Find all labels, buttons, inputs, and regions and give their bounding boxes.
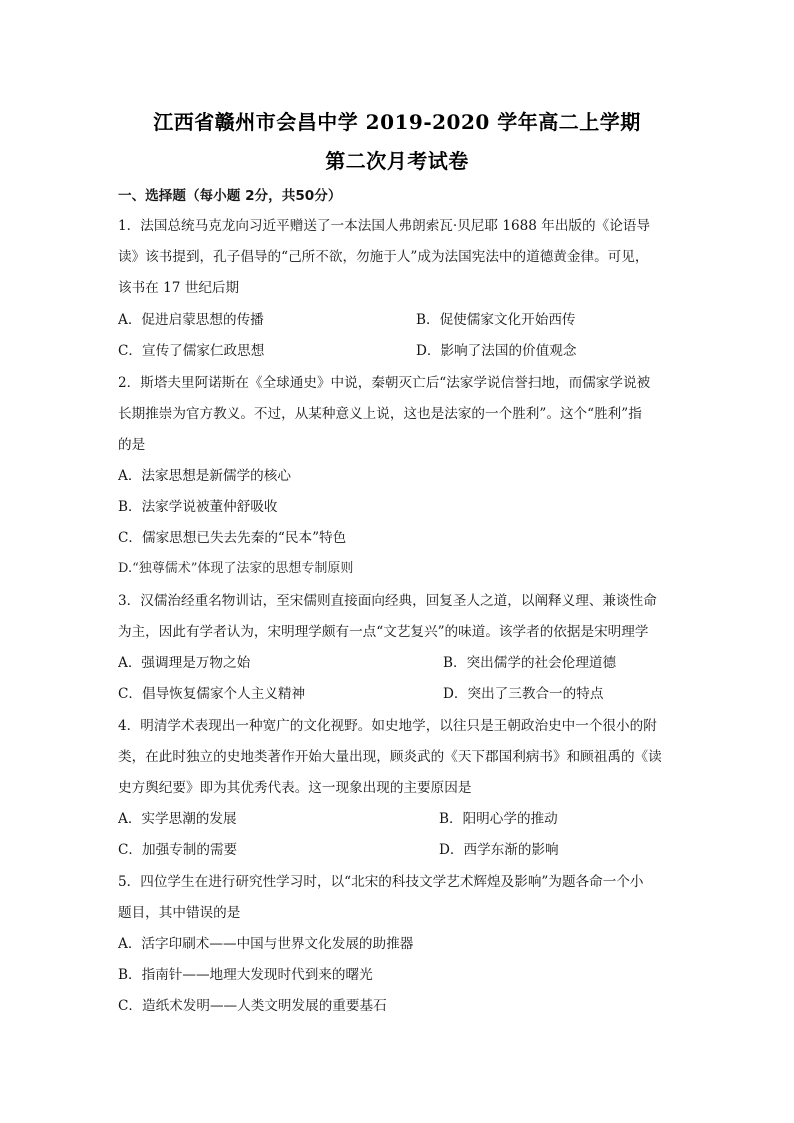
q2-stem-line3: 的是 <box>118 437 146 453</box>
q1-stem-line1: 1．法国总统马克龙向习近平赠送了一本法国人弗朗索瓦·贝尼耶 1688 年出版的《论语导 <box>118 218 650 234</box>
q5-option-a: A．活字印刷术——中国与世界文化发展的助推器 <box>118 936 414 952</box>
q2-option-d: D.“独尊儒术”体现了法家的思想专制原则 <box>118 561 354 576</box>
q1-option-b: B．促使儒家文化开始西传 <box>416 312 576 328</box>
q2-option-b: B．法家学说被董仲舒吸收 <box>118 499 278 515</box>
q4-option-c: C．加强专制的需要 <box>118 842 238 858</box>
q4-option-d: D．西学东渐的影响 <box>439 842 559 858</box>
q3-option-a: A．强调理是万物之始 <box>118 655 251 671</box>
q1-stem-line3: 该书在 17 世纪后期 <box>118 280 240 296</box>
q2-option-a: A．法家思想是新儒学的核心 <box>118 468 291 484</box>
q3-option-d: D．突出了三教合一的特点 <box>443 686 604 702</box>
q2-stem-line2: 长期推崇为官方教义。不过，从某种意义上说，这也是法家的一个胜利”。这个“胜利”指 <box>118 406 642 422</box>
q4-option-a: A．实学思潮的发展 <box>118 811 237 827</box>
q5-option-c: C．造纸术发明——人类文明发展的重要基石 <box>118 998 387 1014</box>
q3-option-b: B．突出儒学的社会伦理道德 <box>443 655 617 671</box>
q4-stem-line1: 4．明清学术表现出一种宽广的文化视野。如史地学，以往只是王朝政治史中一个很小的附 <box>118 718 657 734</box>
q3-option-c: C．倡导恢复儒家个人主义精神 <box>118 686 306 702</box>
q3-stem-line2: 为主，因此有学者认为，宋明理学颇有一点“文艺复兴”的味道。该学者的依据是宋明理学 <box>118 624 649 640</box>
q2-stem-line1: 2．斯塔夫里阿诺斯在《全球通史》中说，秦朝灭亡后“法家学说信誉扫地，而儒家学说被 <box>118 375 651 391</box>
q4-option-b: B．阳明心学的推动 <box>439 811 558 827</box>
q4-stem-line2: 类，在此时独立的史地类著作开始大量出现，顾炎武的《天下郡国利病书》和顾祖禹的《读 <box>118 749 662 765</box>
section-heading-choice: 一、选择题（每小题 2分，共50分） <box>118 188 342 204</box>
exam-title-line1: 江西省赣州市会昌中学 2019-2020 学年高二上学期 <box>153 110 641 134</box>
q1-option-c: C．宣传了儒家仁政思想 <box>118 343 265 359</box>
q4-stem-line3: 史方舆纪要》即为其优秀代表。这一现象出现的主要原因是 <box>118 780 472 796</box>
q5-stem-line1: 5．四位学生在进行研究性学习时，以“北宋的科技文学艺术辉煌及影响”为题各命一个小 <box>118 874 644 890</box>
q1-option-a: A．促进启蒙思想的传播 <box>118 312 264 328</box>
q3-stem-line1: 3．汉儒治经重名物训诂，至宋儒则直接面向经典，回复圣人之道，以阐释义理、兼谈性命 <box>118 593 657 609</box>
q2-option-c: C．儒家思想已失去先秦的“民本”特色 <box>118 530 347 546</box>
q1-option-d: D．影响了法国的价值观念 <box>416 343 577 359</box>
q5-stem-line2: 题目，其中错误的是 <box>118 905 241 921</box>
q1-stem-line2: 读》该书提到，孔子倡导的“己所不欲，勿施于人”成为法国宪法中的道德黄金律。可见， <box>118 249 649 265</box>
exam-title-line2: 第二次月考试卷 <box>325 149 469 173</box>
q5-option-b: B．指南针——地理大发现时代到来的曙光 <box>118 967 373 983</box>
